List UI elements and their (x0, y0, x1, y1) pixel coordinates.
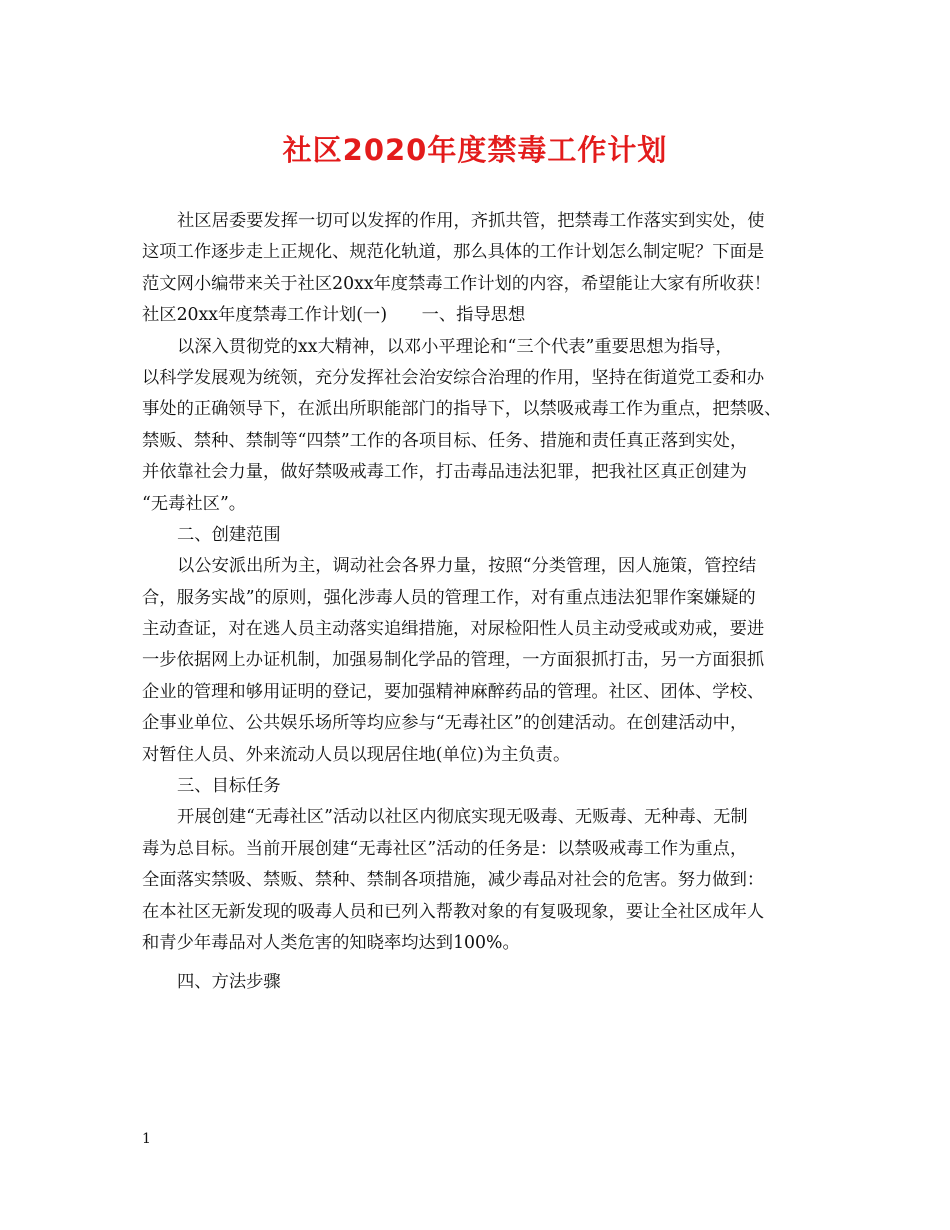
paragraph-line: 范文网小编带来关于社区20xx年度禁毒工作计划的内容，希望能让大家有所收获！ (142, 273, 772, 294)
paragraph-line: 以科学发展观为统领，充分发挥社会治安综合治理的作用，坚持在街道党工委和办 (142, 367, 765, 388)
spacer (142, 959, 832, 967)
paragraph-line: 企事业单位、公共娱乐场所等均应参与“无毒社区”的创建活动。在创建活动中， (142, 713, 748, 734)
paragraph-line: 以公安派出所为主，调动社会各界力量，按照“分类管理，因人施策，管控结 (177, 556, 757, 577)
paragraph-line: 对暂住人员、外来流动人员以现居住地(单位)为主负责。 (142, 744, 571, 765)
page-number: 1 (142, 1131, 151, 1147)
paragraph-line: “无毒社区”。 (142, 493, 247, 514)
paragraph-line: 开展创建“无毒社区”活动以社区内彻底实现无吸毒、无贩毒、无种毒、无制 (177, 807, 748, 828)
paragraph-line: 毒为总目标。当前开展创建“无毒社区”活动的任务是：以禁吸戒毒工作为重点， (142, 838, 748, 859)
paragraph-line: 并依靠社会力量，做好禁吸戒毒工作，打击毒品违法犯罪，把我社区真正创建为 (142, 462, 747, 483)
paragraph-line: 这项工作逐步走上正规化、规范化轨道，那么具体的工作计划怎么制定呢？下面是 (142, 242, 765, 263)
paragraph-line: 企业的管理和够用证明的登记，要加强精神麻醉药品的管理。社区、团体、学校、 (142, 681, 765, 702)
section-heading: 二、创建范围 (177, 524, 281, 545)
paragraph-line: 在本社区无新发现的吸毒人员和已列入帮教对象的有复吸现象，要让全社区成年人 (142, 901, 765, 922)
page-title: 社区2020年度禁毒工作计划 (282, 133, 668, 167)
document-body (142, 206, 832, 999)
paragraph-line: 事处的正确领导下，在派出所职能部门的指导下，以禁吸戒毒工作为重点，把禁吸、 (142, 399, 782, 420)
paragraph-line: 一步依据网上办证机制，加强易制化学品的管理，一方面狠抓打击，另一方面狠抓 (142, 650, 765, 671)
paragraph-line: 主动查证，对在逃人员主动落实追缉措施，对尿检阳性人员主动受戒或劝戒，要进 (142, 619, 765, 640)
paragraph-line: 和青少年毒品对人类危害的知晓率均达到100%。 (142, 932, 520, 953)
paragraph-line: 全面落实禁吸、禁贩、禁种、禁制各项措施，减少毒品对社会的危害。努力做到： (142, 870, 765, 891)
paragraph-line: 合，服务实战”的原则，强化涉毒人员的管理工作，对有重点违法犯罪作案嫌疑的 (142, 587, 756, 608)
paragraph-line: 社区居委要发挥一切可以发挥的作用，齐抓共管，把禁毒工作落实到实处，使 (177, 211, 765, 231)
paragraph-line: 禁贩、禁种、禁制等“四禁”工作的各项目标、任务、措施和责任真正落到实处， (142, 430, 748, 451)
paragraph-line: 社区20xx年度禁毒工作计划(一) 一、指导思想 (142, 305, 526, 326)
section-heading: 三、目标任务 (177, 776, 281, 797)
section-heading: 四、方法步骤 (177, 972, 281, 993)
paragraph-line: 以深入贯彻党的xx大精神，以邓小平理论和“三个代表”重要思想为指导， (177, 336, 733, 357)
